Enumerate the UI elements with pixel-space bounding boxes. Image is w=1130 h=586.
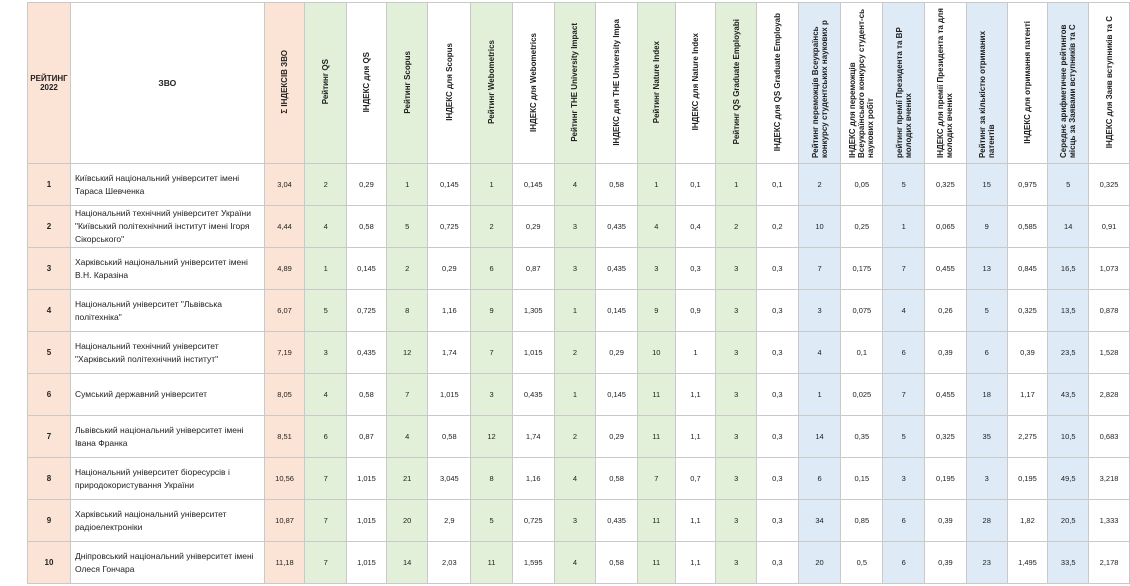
university-name-cell[interactable]: Національний технічний університет України "Київський політехнічний інститут імені Ігоря Сікорського" bbox=[70, 206, 264, 248]
value-cell[interactable]: 3 bbox=[554, 500, 596, 542]
value-cell[interactable]: 0,435 bbox=[512, 374, 554, 416]
value-cell[interactable]: 1,015 bbox=[347, 500, 387, 542]
value-cell[interactable]: 0,175 bbox=[841, 248, 883, 290]
value-cell[interactable]: 7 bbox=[637, 458, 675, 500]
value-cell[interactable]: 0,3 bbox=[757, 542, 799, 584]
header-col-18[interactable] bbox=[1048, 3, 1089, 164]
header-col-label: ІНДЕКС для Scopus bbox=[444, 43, 454, 121]
value-cell[interactable]: 1,015 bbox=[347, 458, 387, 500]
sum-index-cell[interactable]: 8,05 bbox=[264, 374, 305, 416]
table-row bbox=[28, 542, 1130, 584]
value-cell[interactable]: 0,25 bbox=[841, 206, 883, 248]
value-cell[interactable]: 9 bbox=[471, 290, 513, 332]
sum-index-cell[interactable]: 10,87 bbox=[264, 500, 305, 542]
university-name-cell[interactable]: Харківський національний університет радіоелектроніки bbox=[70, 500, 264, 542]
header-col-label: ІНДЕКС для премії Президента та для молодих вчених bbox=[936, 8, 955, 158]
value-cell[interactable]: 0,3 bbox=[757, 332, 799, 374]
header-col-3[interactable] bbox=[428, 3, 471, 164]
header-col-0[interactable] bbox=[305, 3, 347, 164]
value-cell[interactable]: 14 bbox=[386, 542, 428, 584]
header-zvo-label: ЗВО bbox=[158, 78, 177, 88]
value-cell[interactable]: 0,85 bbox=[841, 500, 883, 542]
value-cell[interactable]: 0,7 bbox=[675, 458, 716, 500]
value-cell[interactable]: 34 bbox=[798, 500, 841, 542]
value-cell[interactable]: 1,1 bbox=[675, 416, 716, 458]
value-cell[interactable]: 1 bbox=[637, 164, 675, 206]
value-cell[interactable]: 1,595 bbox=[512, 542, 554, 584]
value-cell[interactable]: 2,03 bbox=[428, 542, 471, 584]
rank-cell[interactable]: 4 bbox=[28, 290, 71, 332]
table-row bbox=[28, 248, 1130, 290]
value-cell[interactable]: 4 bbox=[554, 164, 596, 206]
header-col-label: ІНДЕКС для Nature Index bbox=[690, 33, 700, 131]
value-cell[interactable]: 0,4 bbox=[675, 206, 716, 248]
value-cell[interactable]: 0,145 bbox=[347, 248, 387, 290]
sum-index-cell[interactable]: 4,44 bbox=[264, 206, 305, 248]
value-cell[interactable]: 0,065 bbox=[925, 206, 967, 248]
rank-cell[interactable]: 2 bbox=[28, 206, 71, 248]
value-cell[interactable]: 5 bbox=[305, 290, 347, 332]
university-name-cell[interactable]: Харківський національний університет імені В.Н. Каразіна bbox=[70, 248, 264, 290]
value-cell[interactable]: 7 bbox=[305, 542, 347, 584]
value-cell[interactable]: 12 bbox=[386, 332, 428, 374]
value-cell[interactable]: 1,528 bbox=[1089, 332, 1130, 374]
value-cell[interactable]: 0,39 bbox=[925, 332, 967, 374]
university-name-cell[interactable]: Національний університет біоресурсів і природокористування України bbox=[70, 458, 264, 500]
value-cell[interactable]: 0,9 bbox=[675, 290, 716, 332]
value-cell[interactable]: 2 bbox=[471, 206, 513, 248]
header-col-label: ІНДЕКС для отримання патенті bbox=[1022, 20, 1032, 144]
header-col-19[interactable] bbox=[1089, 3, 1130, 164]
value-cell[interactable]: 4 bbox=[386, 416, 428, 458]
header-col-10[interactable] bbox=[716, 3, 757, 164]
value-cell[interactable]: 0,195 bbox=[1007, 458, 1048, 500]
value-cell[interactable]: 4 bbox=[305, 206, 347, 248]
header-col-8[interactable] bbox=[637, 3, 675, 164]
value-cell[interactable]: 0,58 bbox=[347, 206, 387, 248]
value-cell[interactable]: 6 bbox=[798, 458, 841, 500]
header-row bbox=[28, 3, 1130, 164]
value-cell[interactable]: 21 bbox=[386, 458, 428, 500]
value-cell[interactable]: 0,195 bbox=[925, 458, 967, 500]
value-cell[interactable]: 2,178 bbox=[1089, 542, 1130, 584]
value-cell[interactable]: 10 bbox=[637, 332, 675, 374]
table-row bbox=[28, 500, 1130, 542]
header-sum-label: Σ ІНДЕКСІВ ЗВО bbox=[280, 50, 290, 114]
value-cell[interactable]: 23,5 bbox=[1048, 332, 1089, 374]
value-cell[interactable]: 10 bbox=[798, 206, 841, 248]
value-cell[interactable]: 3 bbox=[883, 458, 925, 500]
header-col-label: Рейтинг Scopus bbox=[402, 50, 412, 114]
header-col-14[interactable] bbox=[883, 3, 925, 164]
header-col-label: ІНДЕКС для QS bbox=[361, 51, 371, 113]
header-col-label: ІНДЕКС для THE University Impa bbox=[612, 18, 622, 146]
value-cell[interactable]: 0,325 bbox=[925, 416, 967, 458]
header-col-17[interactable] bbox=[1007, 3, 1048, 164]
sum-index-cell[interactable]: 11,18 bbox=[264, 542, 305, 584]
value-cell[interactable]: 1 bbox=[883, 206, 925, 248]
header-col-1[interactable] bbox=[347, 3, 387, 164]
value-cell[interactable]: 0,435 bbox=[347, 332, 387, 374]
value-cell[interactable]: 0,435 bbox=[596, 500, 638, 542]
value-cell[interactable]: 7 bbox=[798, 248, 841, 290]
value-cell[interactable]: 3 bbox=[554, 206, 596, 248]
value-cell[interactable]: 3 bbox=[637, 248, 675, 290]
value-cell[interactable]: 0,1 bbox=[757, 164, 799, 206]
value-cell[interactable]: 14 bbox=[1048, 206, 1089, 248]
value-cell[interactable]: 1,015 bbox=[428, 374, 471, 416]
value-cell[interactable]: 0,3 bbox=[757, 416, 799, 458]
rank-cell[interactable]: 8 bbox=[28, 458, 71, 500]
value-cell[interactable]: 7 bbox=[305, 500, 347, 542]
value-cell[interactable]: 0,3 bbox=[757, 500, 799, 542]
value-cell[interactable]: 0,58 bbox=[596, 458, 638, 500]
value-cell[interactable]: 1,015 bbox=[347, 542, 387, 584]
header-col-12[interactable] bbox=[798, 3, 841, 164]
value-cell[interactable]: 7 bbox=[471, 332, 513, 374]
header-col-label: Рейтинг Webometrics bbox=[487, 40, 497, 124]
university-name-cell[interactable]: Національний університет "Львівська політехніка" bbox=[70, 290, 264, 332]
value-cell[interactable]: 7 bbox=[386, 374, 428, 416]
header-col-label: Середнє арифметичне рейтингов місць за Заявами вступників та С bbox=[1059, 24, 1078, 158]
value-cell[interactable]: 6 bbox=[305, 416, 347, 458]
header-col-label: Рейтинг QS Graduate Employabi bbox=[731, 19, 741, 145]
header-col-label: Рейтинг QS bbox=[321, 59, 331, 105]
value-cell[interactable]: 11 bbox=[637, 416, 675, 458]
value-cell[interactable]: 3 bbox=[716, 458, 757, 500]
rank-cell[interactable]: 10 bbox=[28, 542, 71, 584]
sum-index-cell[interactable]: 6,07 bbox=[264, 290, 305, 332]
header-col-label: ІНДЕКС для Webometrics bbox=[528, 32, 538, 132]
value-cell[interactable]: 49,5 bbox=[1048, 458, 1089, 500]
value-cell[interactable]: 2 bbox=[386, 248, 428, 290]
sum-index-cell[interactable]: 8,51 bbox=[264, 416, 305, 458]
header-col-2[interactable] bbox=[386, 3, 428, 164]
value-cell[interactable]: 3 bbox=[716, 416, 757, 458]
value-cell[interactable]: 1,16 bbox=[428, 290, 471, 332]
value-cell[interactable]: 1 bbox=[716, 164, 757, 206]
header-col-label: Рейтинг THE University Impact bbox=[570, 22, 580, 142]
value-cell[interactable]: 0,1 bbox=[841, 332, 883, 374]
value-cell[interactable]: 5 bbox=[883, 164, 925, 206]
value-cell[interactable]: 0,58 bbox=[347, 374, 387, 416]
value-cell[interactable]: 3,218 bbox=[1089, 458, 1130, 500]
value-cell[interactable]: 0,145 bbox=[596, 290, 638, 332]
university-name-cell[interactable]: Національний технічний університет "Харківський політехнічний інститут" bbox=[70, 332, 264, 374]
value-cell[interactable]: 3 bbox=[798, 290, 841, 332]
value-cell[interactable]: 3 bbox=[716, 332, 757, 374]
value-cell[interactable]: 0,325 bbox=[925, 164, 967, 206]
value-cell[interactable]: 1,333 bbox=[1089, 500, 1130, 542]
value-cell[interactable]: 14 bbox=[798, 416, 841, 458]
value-cell[interactable]: 28 bbox=[966, 500, 1007, 542]
value-cell[interactable]: 18 bbox=[966, 374, 1007, 416]
header-col-label: Рейтинг Nature Index bbox=[651, 40, 661, 124]
value-cell[interactable]: 6 bbox=[883, 332, 925, 374]
value-cell[interactable]: 3 bbox=[305, 332, 347, 374]
table-row bbox=[28, 332, 1130, 374]
header-col-16[interactable] bbox=[966, 3, 1007, 164]
value-cell[interactable]: 2,9 bbox=[428, 500, 471, 542]
value-cell[interactable]: 0,58 bbox=[596, 542, 638, 584]
rank-cell[interactable]: 7 bbox=[28, 416, 71, 458]
value-cell[interactable]: 6 bbox=[883, 542, 925, 584]
value-cell[interactable]: 1,1 bbox=[675, 374, 716, 416]
value-cell[interactable]: 0,145 bbox=[512, 164, 554, 206]
sum-index-cell[interactable]: 7,19 bbox=[264, 332, 305, 374]
value-cell[interactable]: 33,5 bbox=[1048, 542, 1089, 584]
value-cell[interactable]: 3 bbox=[716, 542, 757, 584]
value-cell[interactable]: 5 bbox=[471, 500, 513, 542]
table-row bbox=[28, 416, 1130, 458]
value-cell[interactable]: 3 bbox=[716, 248, 757, 290]
value-cell[interactable]: 1,16 bbox=[512, 458, 554, 500]
header-col-label: ІНДЕКС для переможців Всеукраїнського конкурсу студент-сь наукових робіт bbox=[848, 8, 876, 158]
university-name-cell[interactable]: Сумський державний університет bbox=[70, 374, 264, 416]
table-row bbox=[28, 458, 1130, 500]
value-cell[interactable]: 11 bbox=[471, 542, 513, 584]
value-cell[interactable]: 0,325 bbox=[1089, 164, 1130, 206]
value-cell[interactable]: 0,58 bbox=[596, 164, 638, 206]
value-cell[interactable]: 7 bbox=[883, 374, 925, 416]
value-cell[interactable]: 5 bbox=[966, 290, 1007, 332]
value-cell[interactable]: 0,725 bbox=[428, 206, 471, 248]
rank-cell[interactable]: 3 bbox=[28, 248, 71, 290]
header-col-4[interactable] bbox=[471, 3, 513, 164]
university-name-cell[interactable]: Львівський національний університет імені Івана Франка bbox=[70, 416, 264, 458]
value-cell[interactable]: 16,5 bbox=[1048, 248, 1089, 290]
value-cell[interactable]: 1,015 bbox=[512, 332, 554, 374]
value-cell[interactable]: 20 bbox=[798, 542, 841, 584]
sum-index-cell[interactable]: 3,04 bbox=[264, 164, 305, 206]
value-cell[interactable]: 0,87 bbox=[347, 416, 387, 458]
value-cell[interactable]: 1,17 bbox=[1007, 374, 1048, 416]
value-cell[interactable]: 2 bbox=[798, 164, 841, 206]
value-cell[interactable]: 0,725 bbox=[512, 500, 554, 542]
value-cell[interactable]: 11 bbox=[637, 500, 675, 542]
value-cell[interactable]: 0,435 bbox=[596, 206, 638, 248]
value-cell[interactable]: 7 bbox=[305, 458, 347, 500]
value-cell[interactable]: 11 bbox=[637, 542, 675, 584]
header-col-7[interactable] bbox=[596, 3, 638, 164]
value-cell[interactable]: 4 bbox=[883, 290, 925, 332]
value-cell[interactable]: 7 bbox=[883, 248, 925, 290]
value-cell[interactable]: 13,5 bbox=[1048, 290, 1089, 332]
value-cell[interactable]: 9 bbox=[637, 290, 675, 332]
value-cell[interactable]: 0,29 bbox=[428, 248, 471, 290]
value-cell[interactable]: 1 bbox=[675, 332, 716, 374]
value-cell[interactable]: 0,15 bbox=[841, 458, 883, 500]
value-cell[interactable]: 9 bbox=[966, 206, 1007, 248]
sum-index-cell[interactable]: 4,89 bbox=[264, 248, 305, 290]
value-cell[interactable]: 3 bbox=[716, 290, 757, 332]
value-cell[interactable]: 4 bbox=[798, 332, 841, 374]
value-cell[interactable]: 1,74 bbox=[512, 416, 554, 458]
value-cell[interactable]: 4 bbox=[554, 542, 596, 584]
value-cell[interactable]: 0,145 bbox=[596, 374, 638, 416]
value-cell[interactable]: 13 bbox=[966, 248, 1007, 290]
value-cell[interactable]: 2 bbox=[554, 332, 596, 374]
value-cell[interactable]: 8 bbox=[471, 458, 513, 500]
value-cell[interactable]: 0,26 bbox=[925, 290, 967, 332]
value-cell[interactable]: 12 bbox=[471, 416, 513, 458]
value-cell[interactable]: 6 bbox=[966, 332, 1007, 374]
header-zvo[interactable] bbox=[70, 3, 264, 164]
value-cell[interactable]: 0,075 bbox=[841, 290, 883, 332]
value-cell[interactable]: 0,58 bbox=[428, 416, 471, 458]
value-cell[interactable]: 4 bbox=[637, 206, 675, 248]
value-cell[interactable]: 0,91 bbox=[1089, 206, 1130, 248]
value-cell[interactable]: 1,82 bbox=[1007, 500, 1048, 542]
value-cell[interactable]: 5 bbox=[1048, 164, 1089, 206]
value-cell[interactable]: 0,3 bbox=[757, 290, 799, 332]
header-col-6[interactable] bbox=[554, 3, 596, 164]
value-cell[interactable]: 1 bbox=[471, 164, 513, 206]
value-cell[interactable]: 1,1 bbox=[675, 542, 716, 584]
value-cell[interactable]: 0,3 bbox=[675, 248, 716, 290]
value-cell[interactable]: 0,29 bbox=[596, 332, 638, 374]
university-name-cell[interactable]: Київський національний університет імені Тараса Шевченка bbox=[70, 164, 264, 206]
value-cell[interactable]: 5 bbox=[883, 416, 925, 458]
value-cell[interactable]: 0,05 bbox=[841, 164, 883, 206]
header-col-11[interactable] bbox=[757, 3, 799, 164]
value-cell[interactable]: 0,5 bbox=[841, 542, 883, 584]
value-cell[interactable]: 15 bbox=[966, 164, 1007, 206]
value-cell[interactable]: 10,5 bbox=[1048, 416, 1089, 458]
header-rank-label: РЕЙТИНГ 2022 bbox=[30, 74, 68, 92]
value-cell[interactable]: 0,325 bbox=[1007, 290, 1048, 332]
value-cell[interactable]: 3 bbox=[966, 458, 1007, 500]
value-cell[interactable]: 0,29 bbox=[596, 416, 638, 458]
value-cell[interactable]: 5 bbox=[386, 206, 428, 248]
value-cell[interactable]: 0,39 bbox=[925, 542, 967, 584]
value-cell[interactable]: 3 bbox=[554, 248, 596, 290]
value-cell[interactable]: 3 bbox=[716, 374, 757, 416]
header-col-label: ІНДЕКС для QS Graduate Employab bbox=[772, 12, 782, 152]
value-cell[interactable]: 0,29 bbox=[347, 164, 387, 206]
value-cell[interactable]: 35 bbox=[966, 416, 1007, 458]
header-col-label: Рейтинг переможців Всеукраїнсь конкурсу студентських наукових р bbox=[810, 20, 829, 158]
value-cell[interactable]: 8 bbox=[386, 290, 428, 332]
header-col-label: Рейтинг за кількістю отриманих патентів bbox=[977, 30, 996, 158]
value-cell[interactable]: 0,3 bbox=[757, 248, 799, 290]
value-cell[interactable]: 20,5 bbox=[1048, 500, 1089, 542]
value-cell[interactable]: 0,39 bbox=[1007, 332, 1048, 374]
value-cell[interactable]: 0,455 bbox=[925, 374, 967, 416]
value-cell[interactable]: 0,35 bbox=[841, 416, 883, 458]
value-cell[interactable]: 2 bbox=[716, 206, 757, 248]
value-cell[interactable]: 4 bbox=[554, 458, 596, 500]
value-cell[interactable]: 0,39 bbox=[925, 500, 967, 542]
value-cell[interactable]: 1 bbox=[798, 374, 841, 416]
header-col-5[interactable] bbox=[512, 3, 554, 164]
value-cell[interactable]: 1,495 bbox=[1007, 542, 1048, 584]
table-row bbox=[28, 290, 1130, 332]
value-cell[interactable]: 3 bbox=[716, 500, 757, 542]
value-cell[interactable]: 4 bbox=[305, 374, 347, 416]
header-rank[interactable] bbox=[28, 3, 71, 164]
header-col-label: ІНДЕКС для Заяв вступників та С bbox=[1104, 15, 1114, 149]
value-cell[interactable]: 6 bbox=[471, 248, 513, 290]
value-cell[interactable]: 0,87 bbox=[512, 248, 554, 290]
rank-cell[interactable]: 5 bbox=[28, 332, 71, 374]
header-col-15[interactable] bbox=[925, 3, 967, 164]
sum-index-cell[interactable]: 10,56 bbox=[264, 458, 305, 500]
value-cell[interactable]: 0,585 bbox=[1007, 206, 1048, 248]
value-cell[interactable]: 20 bbox=[386, 500, 428, 542]
rank-cell[interactable]: 1 bbox=[28, 164, 71, 206]
value-cell[interactable]: 0,975 bbox=[1007, 164, 1048, 206]
value-cell[interactable]: 1,305 bbox=[512, 290, 554, 332]
value-cell[interactable]: 0,3 bbox=[757, 374, 799, 416]
header-col-13[interactable] bbox=[841, 3, 883, 164]
value-cell[interactable]: 0,455 bbox=[925, 248, 967, 290]
table-row bbox=[28, 164, 1130, 206]
value-cell[interactable]: 0,145 bbox=[428, 164, 471, 206]
value-cell[interactable]: 0,725 bbox=[347, 290, 387, 332]
value-cell[interactable]: 0,435 bbox=[596, 248, 638, 290]
value-cell[interactable]: 2,828 bbox=[1089, 374, 1130, 416]
value-cell[interactable]: 6 bbox=[883, 500, 925, 542]
value-cell[interactable]: 1 bbox=[386, 164, 428, 206]
value-cell[interactable]: 2,275 bbox=[1007, 416, 1048, 458]
table-row bbox=[28, 374, 1130, 416]
value-cell[interactable]: 0,878 bbox=[1089, 290, 1130, 332]
header-sum[interactable] bbox=[264, 3, 305, 164]
header-col-label: рейтинг премії Президента та ВР молодих вчених bbox=[894, 27, 913, 158]
value-cell[interactable]: 2 bbox=[305, 164, 347, 206]
value-cell[interactable]: 1 bbox=[554, 374, 596, 416]
university-name-cell[interactable]: Дніпровський національний університет імені Олеся Гончара bbox=[70, 542, 264, 584]
value-cell[interactable]: 0,29 bbox=[512, 206, 554, 248]
header-col-9[interactable] bbox=[675, 3, 716, 164]
value-cell[interactable]: 3 bbox=[471, 374, 513, 416]
value-cell[interactable]: 2 bbox=[554, 416, 596, 458]
value-cell[interactable]: 1 bbox=[554, 290, 596, 332]
value-cell[interactable]: 0,845 bbox=[1007, 248, 1048, 290]
value-cell[interactable]: 0,3 bbox=[757, 458, 799, 500]
value-cell[interactable]: 3,045 bbox=[428, 458, 471, 500]
value-cell[interactable]: 0,025 bbox=[841, 374, 883, 416]
rank-cell[interactable]: 9 bbox=[28, 500, 71, 542]
value-cell[interactable]: 0,2 bbox=[757, 206, 799, 248]
value-cell[interactable]: 1,1 bbox=[675, 500, 716, 542]
value-cell[interactable]: 0,1 bbox=[675, 164, 716, 206]
value-cell[interactable]: 1,073 bbox=[1089, 248, 1130, 290]
value-cell[interactable]: 1 bbox=[305, 248, 347, 290]
value-cell[interactable]: 11 bbox=[637, 374, 675, 416]
value-cell[interactable]: 23 bbox=[966, 542, 1007, 584]
value-cell[interactable]: 1,74 bbox=[428, 332, 471, 374]
ranking-table bbox=[27, 2, 1130, 584]
table-row bbox=[28, 206, 1130, 248]
rank-cell[interactable]: 6 bbox=[28, 374, 71, 416]
value-cell[interactable]: 0,683 bbox=[1089, 416, 1130, 458]
value-cell[interactable]: 43,5 bbox=[1048, 374, 1089, 416]
